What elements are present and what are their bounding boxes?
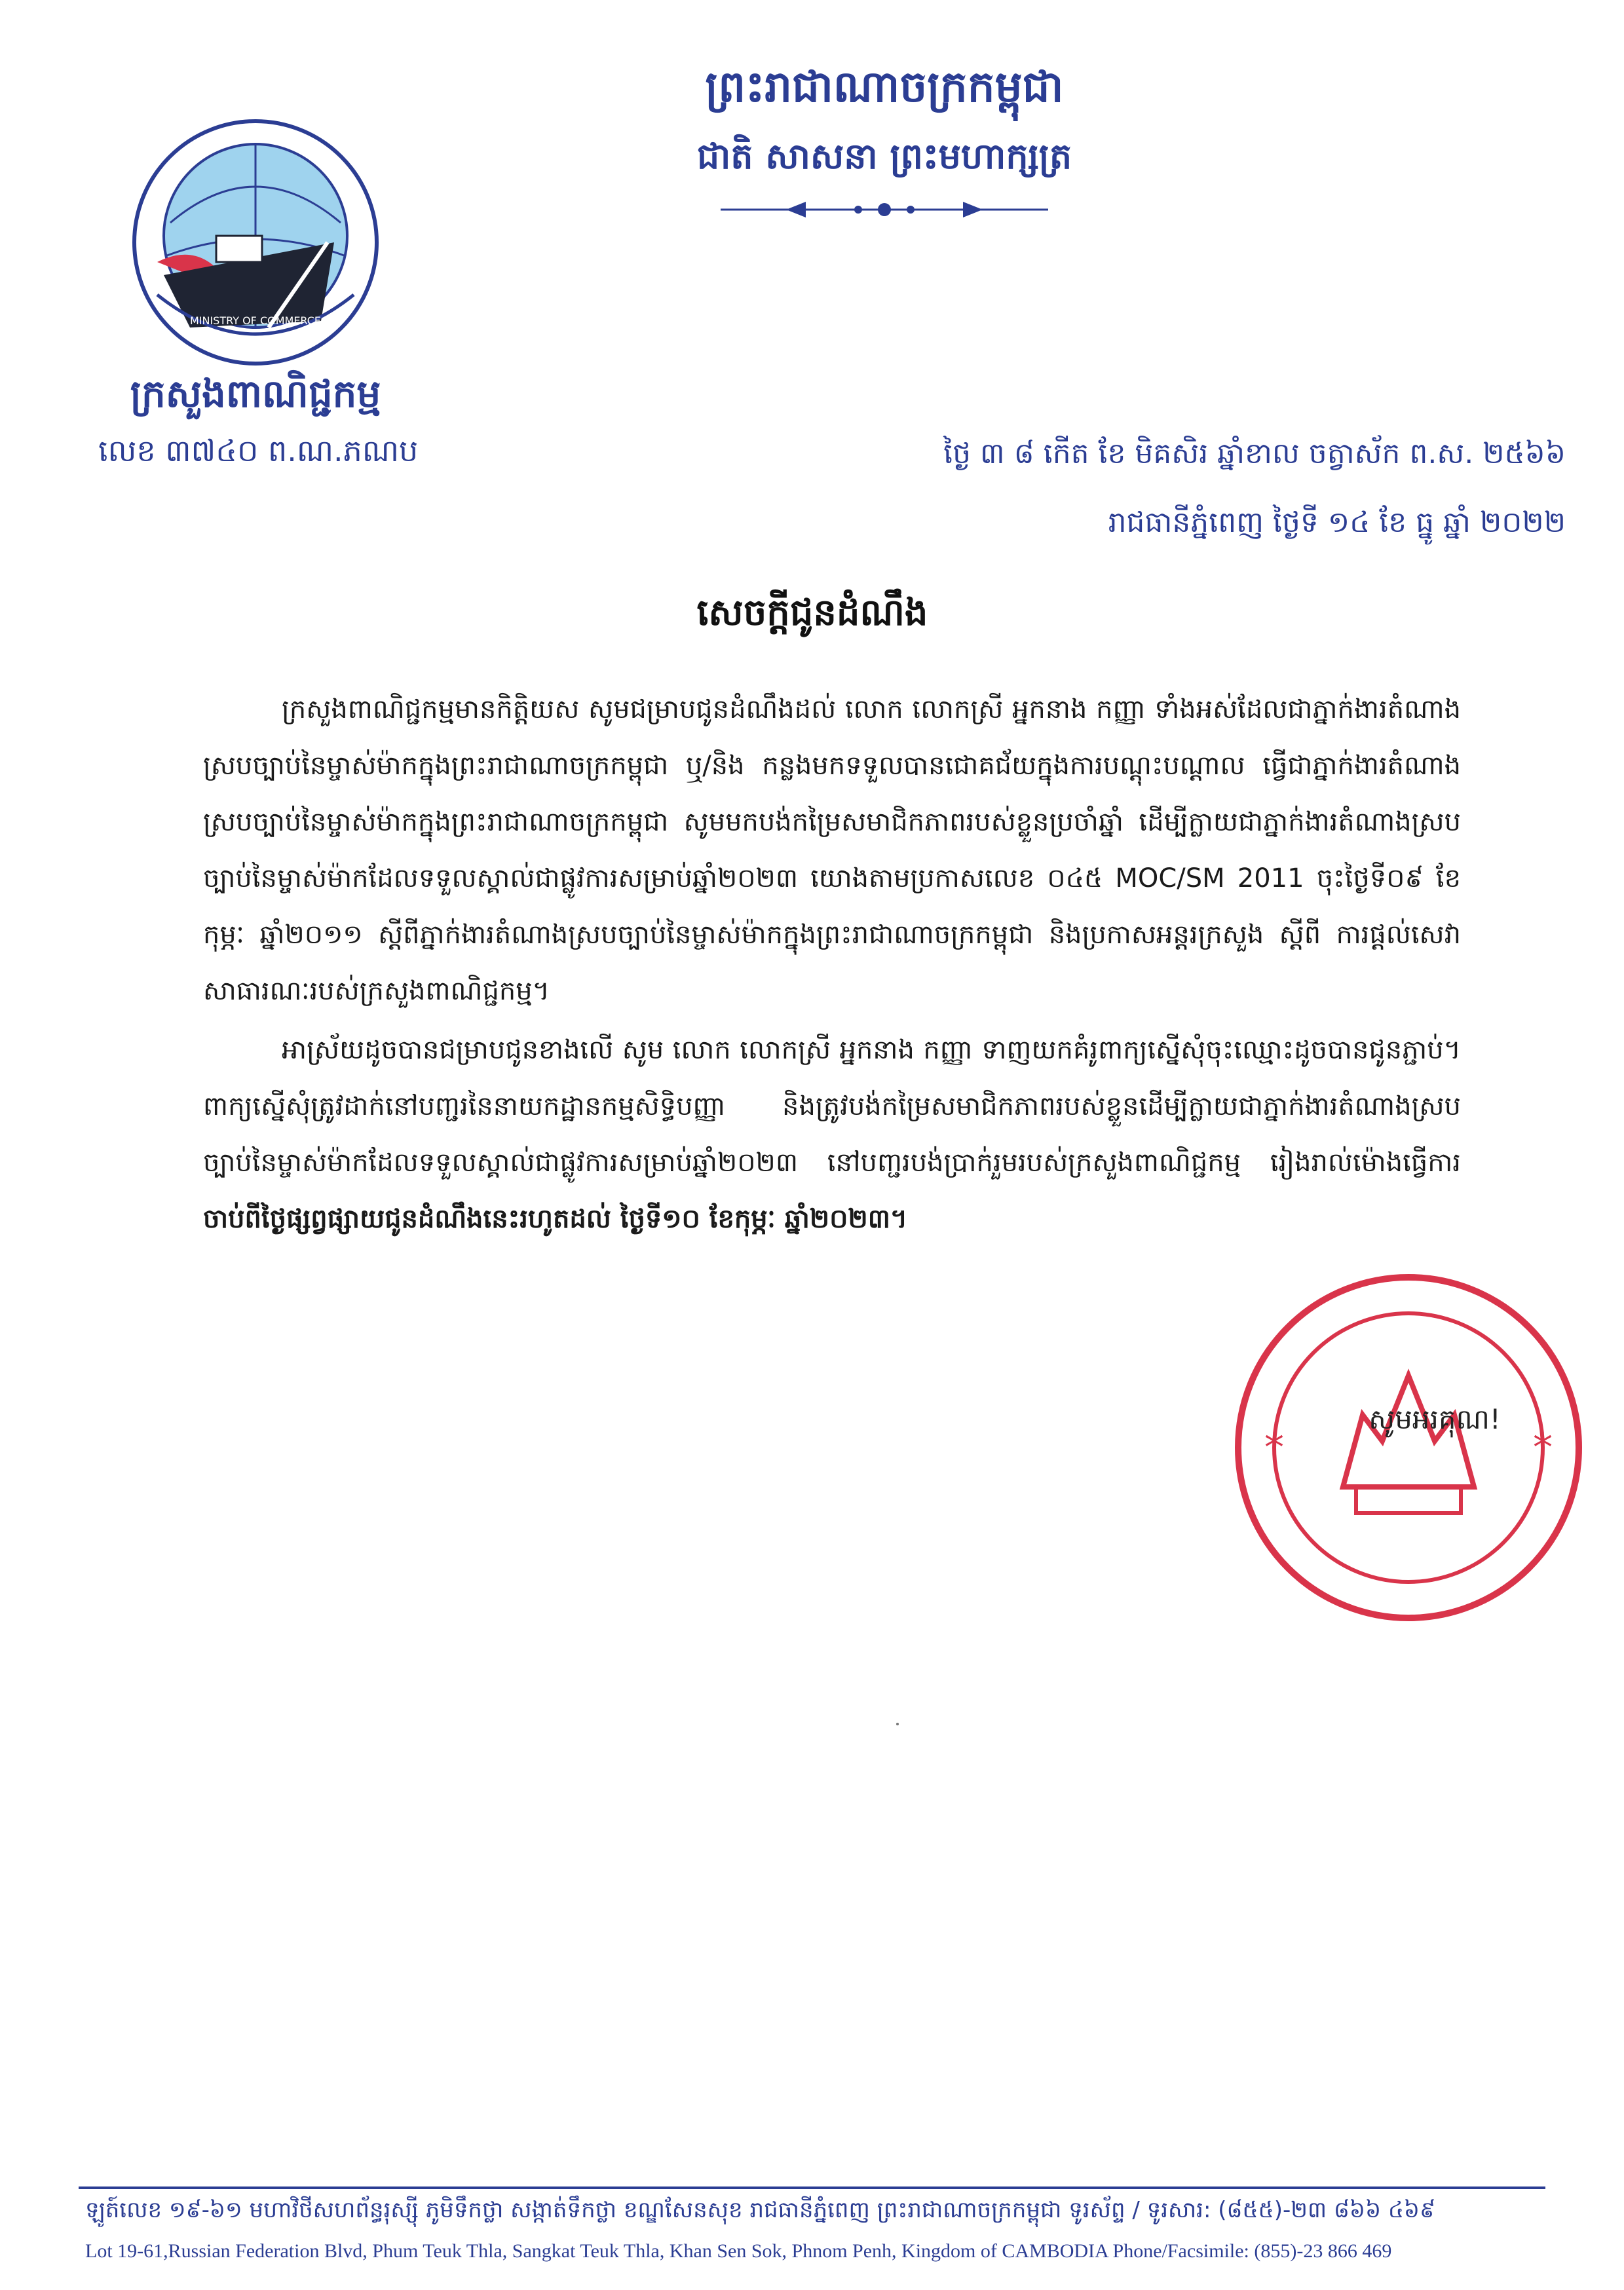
- deadline-text: ចាប់ពីថ្ងៃផ្សព្វផ្សាយជូនដំណឹងនេះរហូតដល់ ថ្ងៃទី១០ ខែកុម្ភៈ ឆ្នាំ២០២៣។: [203, 1204, 908, 1234]
- svg-text:*: *: [1533, 1425, 1553, 1471]
- footer-address-khmer: ឡូត៍លេខ ១៩-៦១ មហាវិថីសហព័ន្ធរុស្ស៊ី ភូមិទឹកថ្លា សង្កាត់ទឹកថ្លា ខណ្ឌសែនសុខ រាជធានីភ្នំពេញ ព្រះរាជាណាចក្រកម្ពុជា ទូរស័ព្ទ / ទូរសារ: (៨៥៥)-២៣ ៨៦៦ ៤៦៩: [85, 2197, 1436, 2223]
- svg-text:*: *: [1264, 1425, 1284, 1471]
- reference-number: លេខ ៣៧៤០ ព.ណ.ភណប: [98, 433, 419, 468]
- ministry-logo: [118, 111, 393, 373]
- solar-date: រាជធានីភ្នំពេញ ថ្ងៃទី ១៤ ខែ ធ្នូ ឆ្នាំ ២០២២: [1108, 506, 1566, 539]
- speck: [896, 1723, 899, 1725]
- thanks-text: សូមអរគុណ!: [1369, 1403, 1501, 1435]
- ministry-of-commerce-logo-icon: [118, 111, 393, 373]
- logo-caption: MINISTRY OF COMMERCE: [189, 314, 322, 327]
- paragraph-2-main: អាស្រ័យដូចបានជម្រាបជូនខាងលើ សូម លោក លោកស្រី អ្នកនាង កញ្ញា ទាញយកគំរូពាក្យស្នើសុំចុះឈ្មោះដូចបានជូនភ្ជាប់។ ពាក្យស្នើសុំត្រូវដាក់នៅបញ្ជរនៃនាយកដ្ឋានកម្មសិទ្ធិបញ្ញា និងត្រូវបង់កម្រៃសមាជិកភាពរបស់ខ្លួនដើម្បីក្លាយជាភ្នាក់ងារតំណាងស្របច្បាប់នៃម្ចាស់ម៉ាកដែលទទួលស្គាល់ជាផ្លូវការសម្រាប់ឆ្នាំ២០២៣ នៅបញ្ជរបង់ប្រាក់រួមរបស់ក្រសួងពាណិជ្ជកម្ម រៀងរាល់ម៉ោងធ្វើការ: [203, 1035, 1461, 1178]
- national-motto: ជាតិ សាសនា ព្រះមហាក្សត្រ: [696, 135, 1072, 177]
- paragraph-2: [203, 1022, 1461, 1247]
- footer-divider: [79, 2187, 1545, 2189]
- footer-address-english: Lot 19-61,Russian Federation Blvd, Phum Teuk Thla, Sangkat Teuk Thla, Khan Sen Sok, Phnom Penh, Kingdom of CAMBODIA Phone/Facsimile: (855)-23 866 469: [85, 2240, 1392, 2262]
- paragraph-1: ក្រសួងពាណិជ្ជកម្មមានកិត្តិយស សូមជម្រាបជូនដំណឹងដល់ លោក លោកស្រី អ្នកនាង កញ្ញា ទាំងអស់ដែលជាភ្នាក់ងារតំណាងស្របច្បាប់នៃម្ចាស់ម៉ាកក្នុងព្រះរាជាណាចក្រកម្ពុជា ឬ/និង កន្លងមកទទួលបានជោគជ័យក្នុងការបណ្តុះបណ្តាល ធ្វើជាភ្នាក់ងារតំណាងស្របច្បាប់នៃម្ចាស់ម៉ាកក្នុងព្រះរាជាណាចក្រកម្ពុជា សូមមកបង់កម្រៃសមាជិកភាពរបស់ខ្លួនប្រចាំឆ្នាំ ដើម្បីក្លាយជាភ្នាក់ងារតំណាងស្របច្បាប់នៃម្ចាស់ម៉ាកដែលទទួលស្គាល់ជាផ្លូវការសម្រាប់ឆ្នាំ២០២៣ យោងតាមប្រកាសលេខ ០៤៥ MOC/SM 2011 ចុះថ្ងៃទី០៩ ខែកុម្ភៈ ឆ្នាំ២០១១ ស្តីពីភ្នាក់ងារតំណាងស្របច្បាប់នៃម្ចាស់ម៉ាកក្នុងព្រះរាជាណាចក្រកម្ពុជា និងប្រកាសអន្តរក្រសួង ស្តីពី ការផ្តល់សេវាសាធារណៈរបស់ក្រសួងពាណិជ្ជកម្ម។: [203, 694, 1461, 1006]
- lunar-date: ថ្ងៃ ៣ ៨ កើត ខែ មិគសិរ ឆ្នាំខាល ចត្វាស័ក ព.ស. ២៥៦៦: [943, 437, 1566, 470]
- document-title: សេចក្តីជូនដំណឹង: [696, 591, 928, 634]
- ministry-name: ក្រសួងពាណិជ្ជកម្ម: [130, 371, 381, 416]
- kingdom-title: ព្រះរាជាណាចក្រកម្ពុជា: [705, 61, 1064, 112]
- ornament-divider-icon: [708, 197, 1061, 223]
- official-seal-icon: [1225, 1264, 1592, 1631]
